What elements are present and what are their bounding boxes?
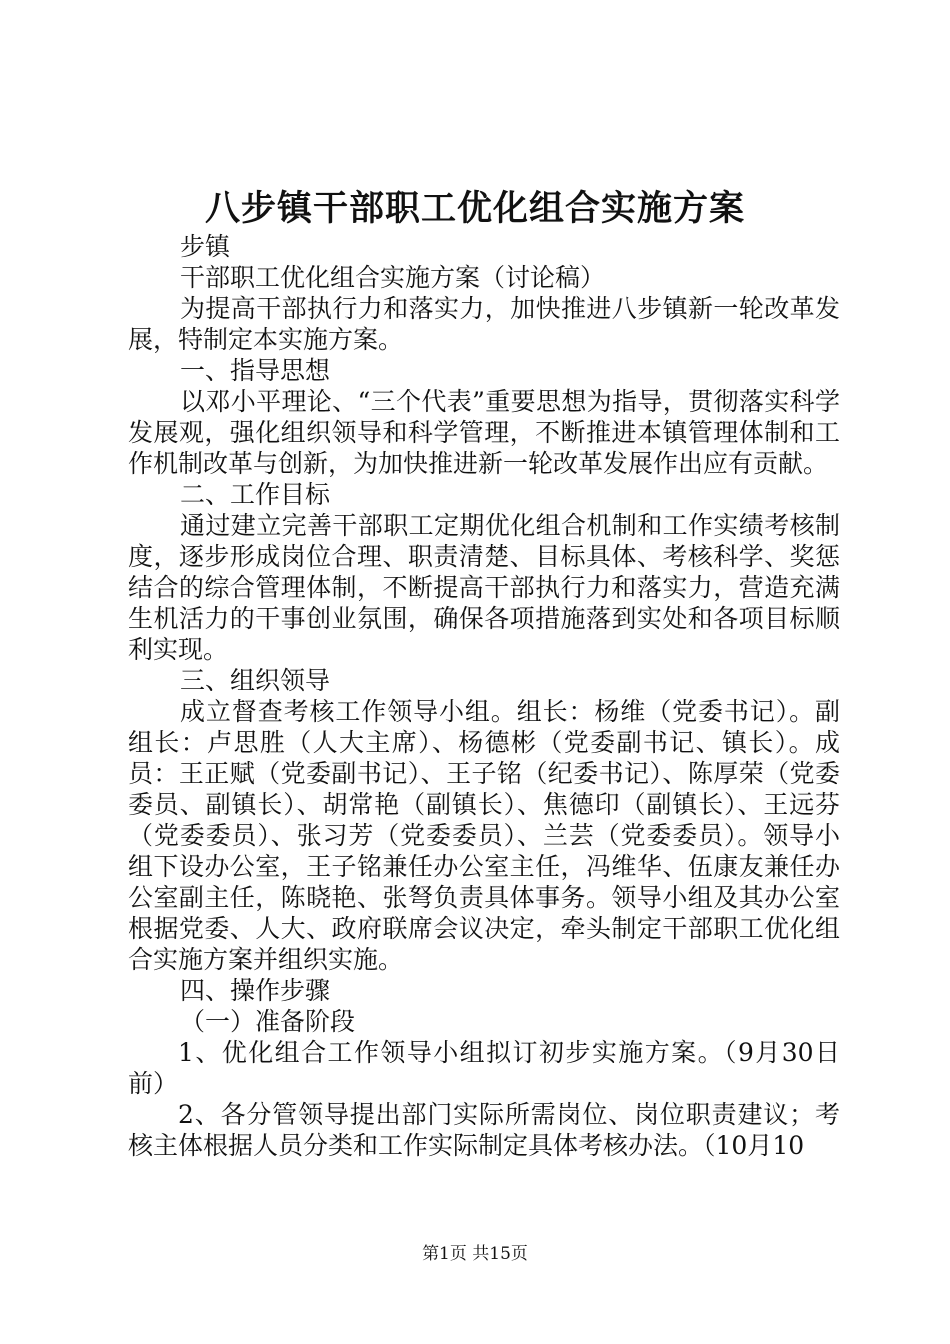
document-title: 八步镇干部职工优化组合实施方案 [204, 188, 745, 229]
paragraph-guiding-ideology: 以邓小平理论、“三个代表”重要思想为指导，贯彻落实科学发展观，强化组织领导和科学管理，不断推进本镇管理体制和工作机制改革与创新，为加快推进新一轮改革发展作出应有贡献。 [128, 387, 840, 478]
section-heading-guiding-ideology: 一、指导思想 [180, 356, 331, 385]
document-body [128, 231, 840, 1161]
paragraph-intro: 为提高干部执行力和落实力，加快推进八步镇新一轮改革发展，特制定本实施方案。 [128, 294, 840, 354]
section-heading-organization: 三、组织领导 [180, 666, 331, 695]
paragraph-step-2: 2、各分管领导提出部门实际所需岗位、岗位职责建议；考核主体根据人员分类和工作实际制定具体考核办法。（10月10 [128, 1100, 840, 1160]
paragraph-step-1: 1、优化组合工作领导小组拟订初步实施方案。（9月30日前） [128, 1038, 840, 1098]
section-heading-steps: 四、操作步骤 [180, 976, 331, 1005]
paragraph-organization: 成立督查考核工作领导小组。组长：杨维（党委书记）。副组长：卢思胜（人大主席）、杨德彬（党委副书记、镇长）。成员：王正赋（党委副书记）、王子铭（纪委书记）、陈厚荣（党委委员、副镇长）、胡常艳（副镇长）、焦德印（副镇长）、王远芬（党委委员）、张习芳（党委委员）、兰芸（党委委员）。领导小组下设办公室，王子铭兼任办公室主任，冯维华、伍康友兼任办公室副主任，陈晓艳、张弩负责具体事务。领导小组及其办公室根据党委、人大、政府联席会议决定，牵头制定干部职工优化组合实施方案并组织实施。 [128, 697, 840, 974]
subsection-heading-preparation: （一）准备阶段 [180, 1007, 356, 1036]
paragraph-work-goals: 通过建立完善干部职工定期优化组合机制和工作实绩考核制度，逐步形成岗位合理、职责清楚、目标具体、考核科学、奖惩结合的综合管理体制，不断提高干部执行力和落实力，营造充满生机活力的干事创业氛围，确保各项措施落到实处和各项目标顺利实现。 [128, 511, 840, 664]
paragraph-header-line: 步镇 [180, 232, 231, 261]
page-number-footer: 第1页 共15页 [422, 1244, 528, 1264]
paragraph-subtitle: 干部职工优化组合实施方案（讨论稿） [180, 263, 606, 292]
section-heading-work-goals: 二、工作目标 [180, 480, 331, 509]
